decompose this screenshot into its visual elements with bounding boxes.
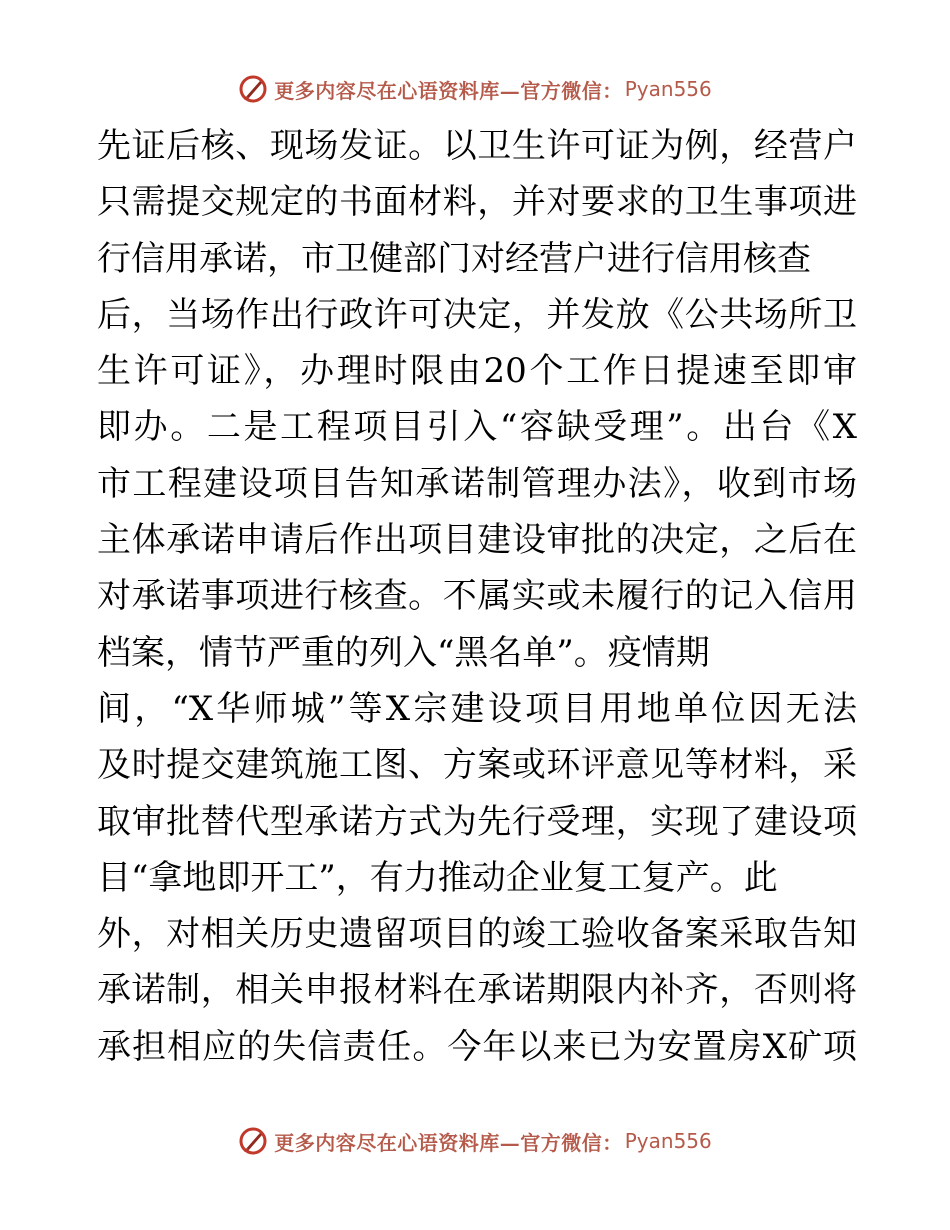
document-body	[97, 118, 857, 1075]
text-line: 只需提交规定的书面材料，并对要求的卫生事项进	[97, 182, 857, 223]
watermark-wechat-id: Pyan556	[624, 1129, 712, 1153]
text-line: 目“拿地即开工”，有力推动企业复工复产。此	[97, 857, 778, 898]
watermark-text: 更多内容尽在心语资料库—官方微信：	[274, 78, 623, 103]
text-line: 行信用承诺，市卫健部门对经营户进行信用核查	[97, 238, 811, 279]
watermark-wechat-id: Pyan556	[624, 77, 712, 101]
text-line: 对承诺事项进行核查。不属实或未履行的记入信用	[97, 576, 857, 617]
text-line: 及时提交建筑施工图、方案或环评意见等材料，采	[97, 745, 857, 786]
text-line: 后，当场作出行政许可决定，并发放《公共场所卫	[97, 294, 857, 335]
text-line: 即办。二是工程项目引入“容缺受理”。出台《X	[97, 407, 857, 448]
text-line: 主体承诺申请后作出项目建设审批的决定，之后在	[97, 520, 857, 561]
text-line: 取审批替代型承诺方式为先行受理，实现了建设项	[97, 801, 857, 842]
text-line: 外，对相关历史遗留项目的竣工验收备案采取告知	[97, 914, 857, 955]
text-line: 市工程建设项目告知承诺制管理办法》，收到市场	[97, 463, 857, 504]
quill-pen-icon	[238, 74, 268, 104]
text-line: 先证后核、现场发证。以卫生许可证为例，经营户	[97, 126, 857, 166]
text-line: 承担相应的失信责任。今年以来已为安置房X矿项	[97, 1026, 857, 1067]
text-line: 档案，情节严重的列入“黑名单”。疫情期	[97, 632, 710, 673]
footer-watermark	[0, 1126, 950, 1156]
quill-pen-icon	[238, 1126, 268, 1156]
text-line: 生许可证》，办理时限由20个工作日提速至即审	[97, 351, 857, 392]
text-line: 间，“X华师城”等X宗建设项目用地单位因无法	[97, 688, 857, 729]
header-watermark	[0, 74, 950, 104]
watermark-text: 更多内容尽在心语资料库—官方微信：	[274, 1130, 623, 1155]
text-line: 承诺制，相关申报材料在承诺期限内补齐，否则将	[97, 970, 857, 1011]
